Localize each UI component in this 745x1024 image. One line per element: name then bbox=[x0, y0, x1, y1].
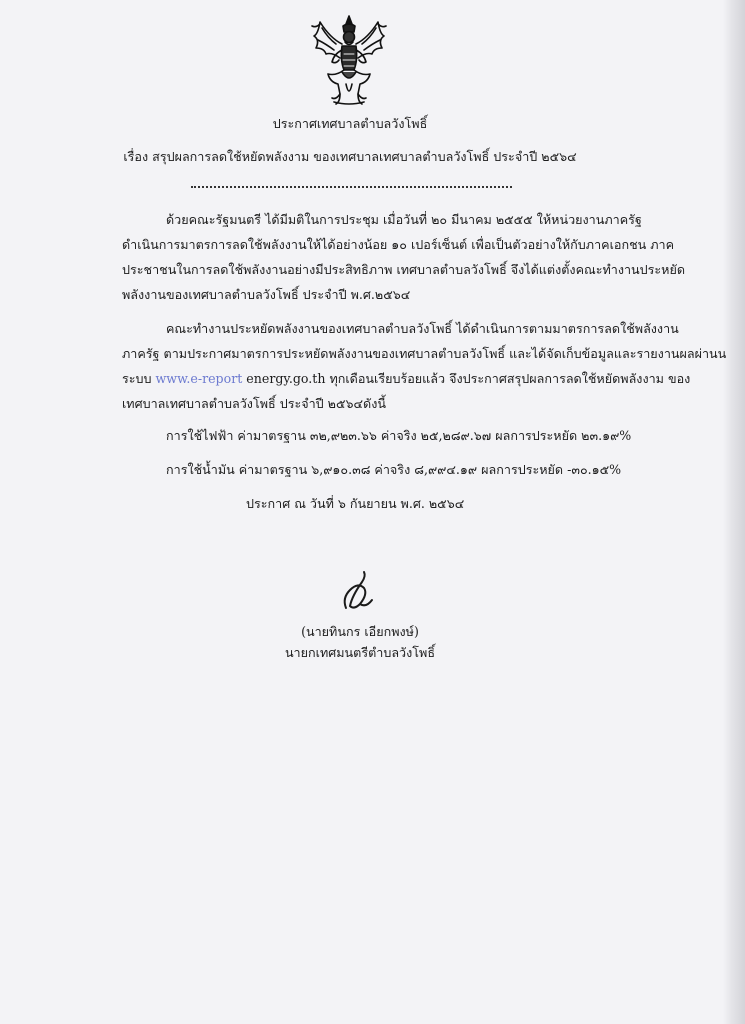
paragraph-1-line-1: ด้วยคณะรัฐมนตรี ได้มีมติในการประชุม เมื่อวันที่ ๒๐ มีนาคม ๒๕๕๕ ให้หน่วยงานภาครัฐ bbox=[166, 212, 642, 227]
handwritten-signature bbox=[338, 570, 378, 618]
e-report-link[interactable]: www.e-report bbox=[155, 371, 243, 386]
signer-name: (นายทินกร เอียกพงษ์) bbox=[301, 624, 419, 639]
fuel-result: การใช้น้ำมัน ค่ามาตรฐาน ๖,๙๑๐.๓๘ ค่าจริง ๘,๙๙๔.๑๙ ผลการประหยัด -๓๐.๑๕% bbox=[166, 462, 622, 477]
page-edge-shadow bbox=[723, 0, 745, 1024]
paragraph-2-line-3-prefix: ระบบ bbox=[122, 371, 156, 386]
paragraph-1-line-3: ประชาชนในการลดใช้พลังงานอย่างมีประสิทธิภาพ เทศบาลตำบลวังโพธิ์ จึงได้แต่งตั้งคณะทำงานประหยัด bbox=[122, 262, 686, 277]
announcement-title: ประกาศเทศบาลตำบลวังโพธิ์ bbox=[272, 116, 428, 131]
paragraph-2-line-3-suffix: energy.go.th ทุกเดือนเรียบร้อยแล้ว จึงประกาศสรุปผลการลดใช้หยัดพลังงาม ของ bbox=[242, 371, 691, 386]
signer-position: นายกเทศมนตรีตำบลวังโพธิ์ bbox=[284, 645, 436, 660]
dotted-separator bbox=[191, 186, 512, 188]
announcement-subject: เรื่อง สรุปผลการลดใช้หยัดพลังงาม ของเทศบาลเทศบาลตำบลวังโพธิ์ ประจำปี ๒๕๖๔ bbox=[123, 149, 577, 164]
paragraph-2-line-4: เทศบาลเทศบาลตำบลวังโพธิ์ ประจำปี ๒๕๖๔ดังนี้ bbox=[122, 396, 386, 411]
announcement-date: ประกาศ ณ วันที่ ๖ กันยายน พ.ศ. ๒๕๖๔ bbox=[246, 496, 465, 511]
electricity-result: การใช้ไฟฟ้า ค่ามาตรฐาน ๓๒,๙๒๓.๖๖ ค่าจริง ๒๕,๒๘๙.๖๗ ผลการประหยัด ๒๓.๑๙% bbox=[166, 428, 632, 443]
paragraph-1-line-2: ดำเนินการมาตรการลดใช้พลังงานให้ได้อย่างน้อย ๑๐ เปอร์เซ็นต์ เพื่อเป็นตัวอย่างให้กับภาคเอกชน ภาค bbox=[122, 237, 675, 252]
garuda-emblem-icon bbox=[306, 14, 392, 106]
paragraph-1-line-4: พลังงานของเทศบาลตำบลวังโพธิ์ ประจำปี พ.ศ.๒๕๖๔ bbox=[122, 287, 411, 302]
paragraph-2-line-3 bbox=[122, 371, 690, 387]
paragraph-2-line-1: คณะทำงานประหยัดพลังงานของเทศบาลตำบลวังโพธิ์ ได้ดำเนินการตามมาตรการลดใช้พลังงาน bbox=[166, 321, 679, 336]
paragraph-2-line-2: ภาครัฐ ตามประกาศมาตรการประหยัดพลังงานของเทศบาลตำบลวังโพธิ์ และได้จัดเก็บข้อมูลและรายงานผลผ่านน bbox=[122, 346, 727, 361]
